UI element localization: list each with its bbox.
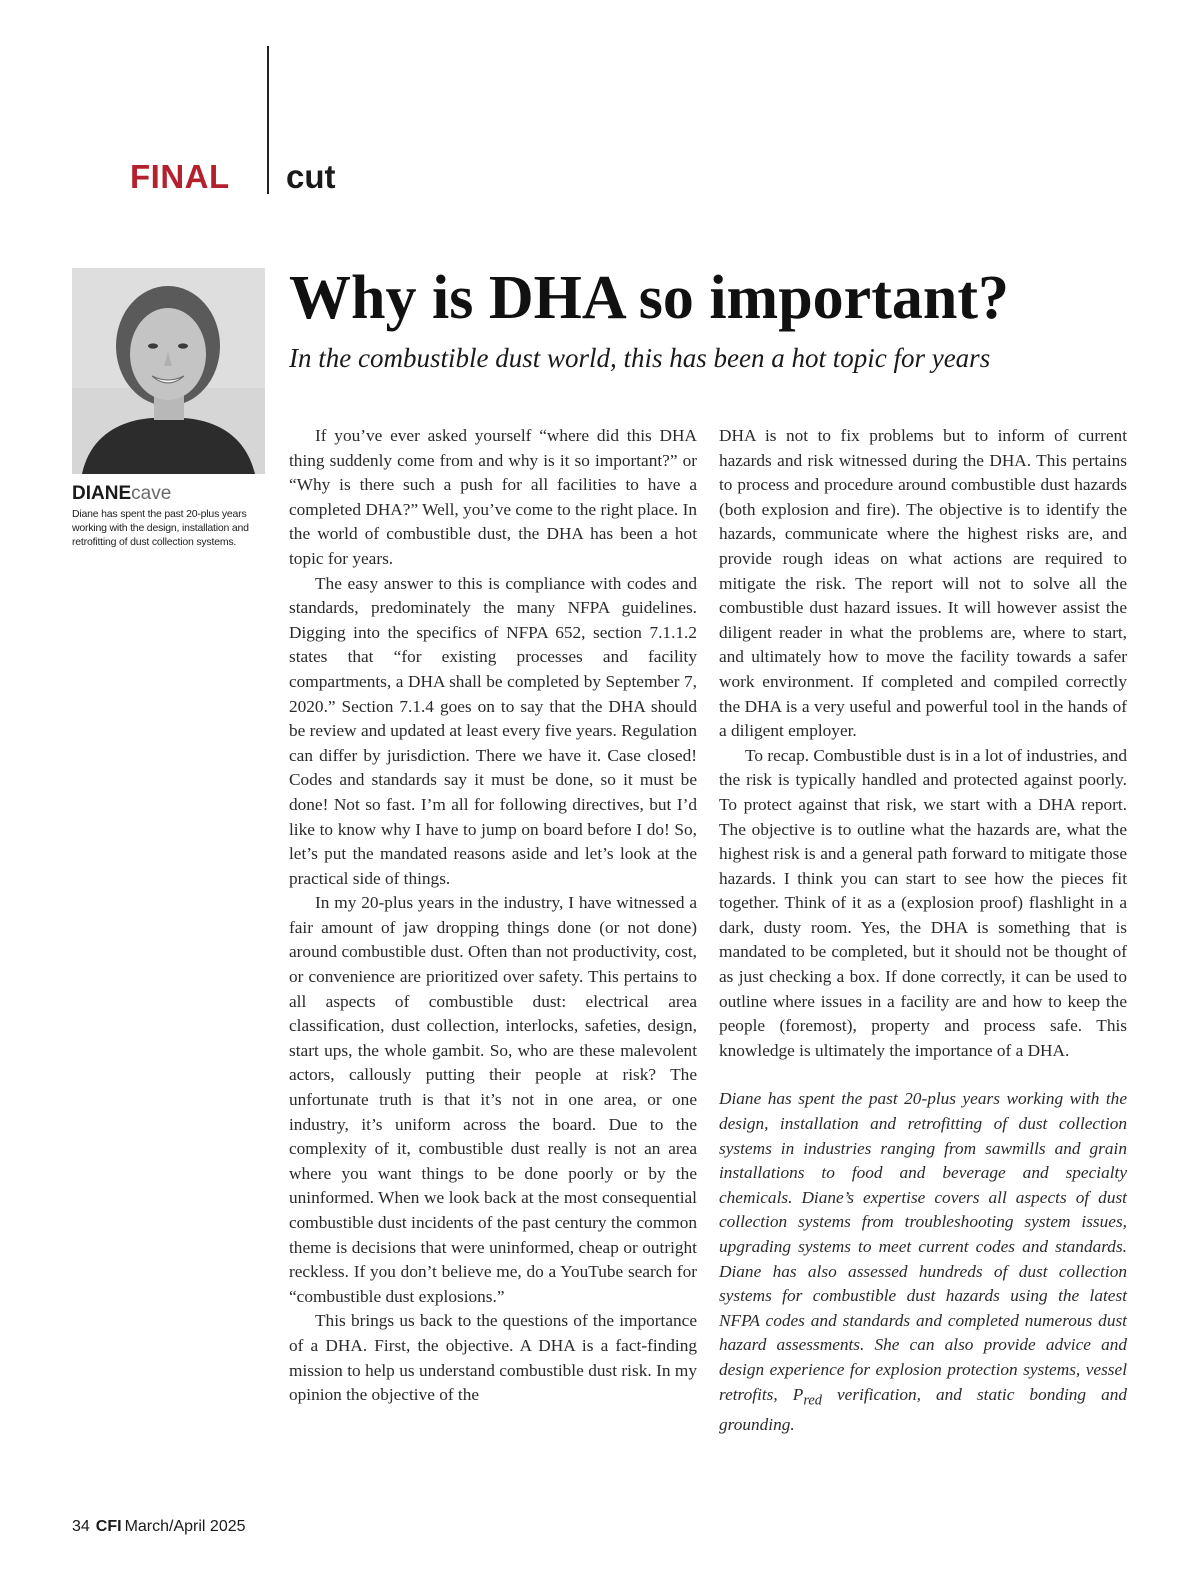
author-last-name: cave — [131, 483, 172, 504]
author-long-bio-text-end: verification, and static bonding and grounding. — [719, 1384, 1128, 1434]
issue-date: March/April 2025 — [124, 1518, 246, 1535]
magazine-name: CFI — [95, 1518, 122, 1535]
author-first-name: DIANE — [72, 483, 132, 504]
page-footer — [72, 1518, 246, 1536]
author-long-bio-subscript: red — [803, 1392, 822, 1409]
page-number: 34 — [72, 1518, 90, 1535]
paragraph: To recap. Combustible dust is in a lot of industries, and the risk is typically handled and protected against poorly. To protect against that risk, we start with a DHA report. The objective is to outline what the hazards are, what the highest risk is and a general path forward to mitigate those hazards. I think you can start to see how the pieces fit together. Think of it as a (explosion proof) flashlight in a dark, dusty room. Yes, the DHA is something that is mandated to be completed, but it should not be thought of as just checking a box. If done correctly, it can be used to outline where issues in a facility are and how to keep the people (foremost), property and process safe. This knowledge is ultimately the importance of a DHA. — [719, 745, 1127, 1060]
section-label-cut: cut — [286, 158, 336, 195]
paragraph: This brings us back to the questions of the importance of a DHA. First, the objective. A DHA is a fact-finding mission to help us understand combustible dust risk. In my opinion the objective of the — [289, 1311, 697, 1405]
paragraph: The easy answer to this is compliance with codes and standards, predominately the many NFPA guidelines. Digging into the specifics of NFPA 652, section 7.1.1.2 states that “for existing processes and facility compartments, a DHA shall be completed by September 7, 2020.” Section 7.1.4 goes on to say that the DHA should be review and updated at least every five years. Regulation can differ by jurisdiction. There we have it. Case closed! Codes and standards say it must be done, so it must be done! Not so fast. I’m all for following directives, but I’d like to know why I have to jump on board before I do! So, let’s put the mandated reasons aside and let’s look at the practical side of things. — [289, 573, 697, 888]
paragraph: DHA is not to fix problems but to inform of current hazards and risk witnessed during the DHA. This pertains to process and procedure around combustible dust hazards (both explosion and fire). The objective is to identify the hazards, communicate where the highest risks are, and provide rough ideas on what actions are required to mitigate the risk. The report will not to solve all the combustible dust hazard issues. It will however assist the diligent reader in what the problems are, where to start, and ultimately how to move the facility towards a safer work environment. If completed and compiled correctly the DHA is a very useful and powerful tool in the hands of a diligent employer. — [719, 426, 1127, 741]
section-label-final: FINAL — [130, 158, 230, 195]
article-column-2 — [719, 424, 1127, 1437]
paragraph: In my 20-plus years in the industry, I have witnessed a fair amount of jaw dropping things done (or not done) around combustible dust. Often than not productivity, cost, or convenience are prioritized over safety. This pertains to all aspects of combustible dust: electrical area classification, dust collection, interlocks, safeties, design, start ups, the whole gambit. So, who are these malevolent actors, callously putting their people at risk? The unfortunate truth is that it’s not in one area, or one industry, it’s uniform across the board. Due to the complexity of it, combustible dust really is not an area where you want things to be done poorly or by the uninformed. When we look back at the most consequential combustible dust incidents of the past century the common theme is decisions that were uninformed, cheap or outright reckless. If you don’t believe me, do a YouTube search for “combustible dust explosions.” — [289, 893, 697, 1306]
header-divider — [267, 46, 269, 194]
author-photo — [72, 268, 265, 474]
article-column-1 — [289, 424, 697, 1408]
paragraph: If you’ve ever asked yourself “where did this DHA thing suddenly come from and why is it so important?” or “Why is there such a push for all facilities to have a completed DHA?” Well, you’ve come to the right place. In the world of combustible dust, the DHA has been a hot topic for years. — [289, 426, 697, 568]
author-long-bio — [719, 1087, 1127, 1437]
article-deck: In the combustible dust world, this has been a hot topic for years — [289, 343, 991, 373]
article-headline: Why is DHA so important? — [289, 264, 1009, 332]
author-short-bio: Diane has spent the past 20-plus years working with the design, installation and retrofitting of dust collection systems. — [72, 508, 249, 548]
author-long-bio-text: Diane has spent the past 20-plus years working with the design, installation and retrofitting of dust collection systems in industries ranging from sawmills and grain installations to food and beverage and specialty chemicals. Diane’s expertise covers all aspects of dust collection systems from troubleshooting system issues, upgrading systems to meet current codes and standards. Diane has also assessed hundreds of dust collection systems for combustible dust hazards using the latest NFPA codes and standards and completed numerous dust hazard assessments. She can also provide advice and design experience for explosion protection systems, vessel retrofits, P — [719, 1089, 1127, 1404]
author-name — [72, 483, 272, 505]
author-byline — [72, 483, 272, 549]
